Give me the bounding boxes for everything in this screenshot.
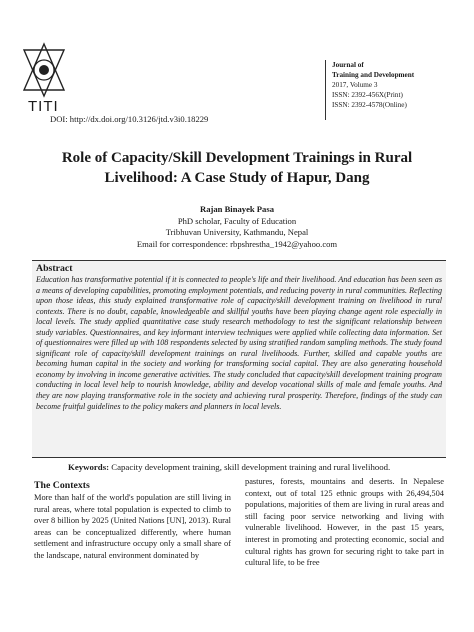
author-email[interactable]: Email for correspondence: rbpshrestha_1942@yahoo.com: [136, 238, 338, 249]
title-line-2: Livelihood: A Case Study of Hapur, Dang: [104, 170, 370, 186]
keywords-label: Keywords:: [68, 462, 110, 472]
abstract-heading: Abstract: [36, 263, 73, 274]
paper-title: [40, 148, 434, 188]
right-column-text: pastures, forests, mountains and deserts. In Nepalese context, out of total 125 ethnic groups with 26,494,504 populations, majorities of them are living in rural areas and still facing poor service networking and living with vulnerable livelihood. However, in the past 15 years, interest in promoting and protecting economic, social and cultural rights has grown for securing right to take part in cultural life, to be free: [245, 477, 444, 568]
left-column-text: More than half of the world's population are still living in rural areas, where total population is expected to climb to over 8 billion by 2025 (United Nations [UN], 2013). Rural areas can be conceptualized differently, where human settlement and infrastructure occupy only a small share of the landscape, natural environment dominated by: [34, 493, 231, 560]
author-university: Tribhuvan University, Kathmandu, Nepal: [165, 227, 309, 238]
journal-info: [325, 60, 414, 120]
left-column: [34, 480, 231, 562]
logo-text: TITI: [28, 98, 59, 115]
journal-line: Journal of: [332, 61, 364, 69]
author-name: Rajan Binayek Pasa: [199, 204, 274, 214]
journal-line: 2017, Volume 3: [332, 81, 378, 89]
author-block: [40, 204, 434, 250]
right-column: [245, 476, 444, 569]
keywords-text: Capacity development training, skill development training and rural livelihood.: [109, 462, 391, 472]
abstract-text: Education has transformative potential if it is connected to people's life and their livelihood. And education has been seen as a means of developing capabilities, promoting employment potentials, and reducing poverty in rural communities. Reflecting upon those ideas, this study explained transformative role of capacity/skill development training on livelihood in rural contexts. There is no doubt, capable, knowledgeable and skillful youths have been playing change agent role especially in local levels. The study applied quantitative case study research methodology to test the significant relationship between study variables. Questionnaires, and key informant interview techniques were applied while collecting data information. Set of questionnaires were filled up with 108 respondents selected by using stratified random sampling methods. The study found significant role of capacity/skill development trainings on rural livelihoods. Further, skilled and capable youths are becoming human capital in the society and working for transforming social capital. They are also generating household economy by involving in income generative activities. The study concluded that capacity/skill development training program conducting in local level help to nourish knowledge, ability and develop vocational skills of male and female youths. And they are now playing transformative role in the society and achieving rural prosperity. Therefore, findings of the study can become fruitful guidelines to the policy makers and planners in local levels.: [36, 275, 442, 411]
journal-line: ISSN: 2392-456X(Print): [332, 91, 403, 99]
author-affiliation: PhD scholar, Faculty of Education: [177, 215, 297, 226]
section-heading: The Contexts: [34, 480, 90, 491]
journal-line: ISSN: 2392-4578(Online): [332, 101, 407, 109]
title-line-1: Role of Capacity/Skill Development Trainings in Rural: [61, 150, 413, 166]
keywords: [68, 462, 448, 472]
journal-line: Training and Development: [332, 71, 415, 79]
doi-link[interactable]: DOI: http://dx.doi.org/10.3126/jtd.v3i0.18229: [50, 114, 209, 124]
abstract-box: [32, 260, 446, 458]
